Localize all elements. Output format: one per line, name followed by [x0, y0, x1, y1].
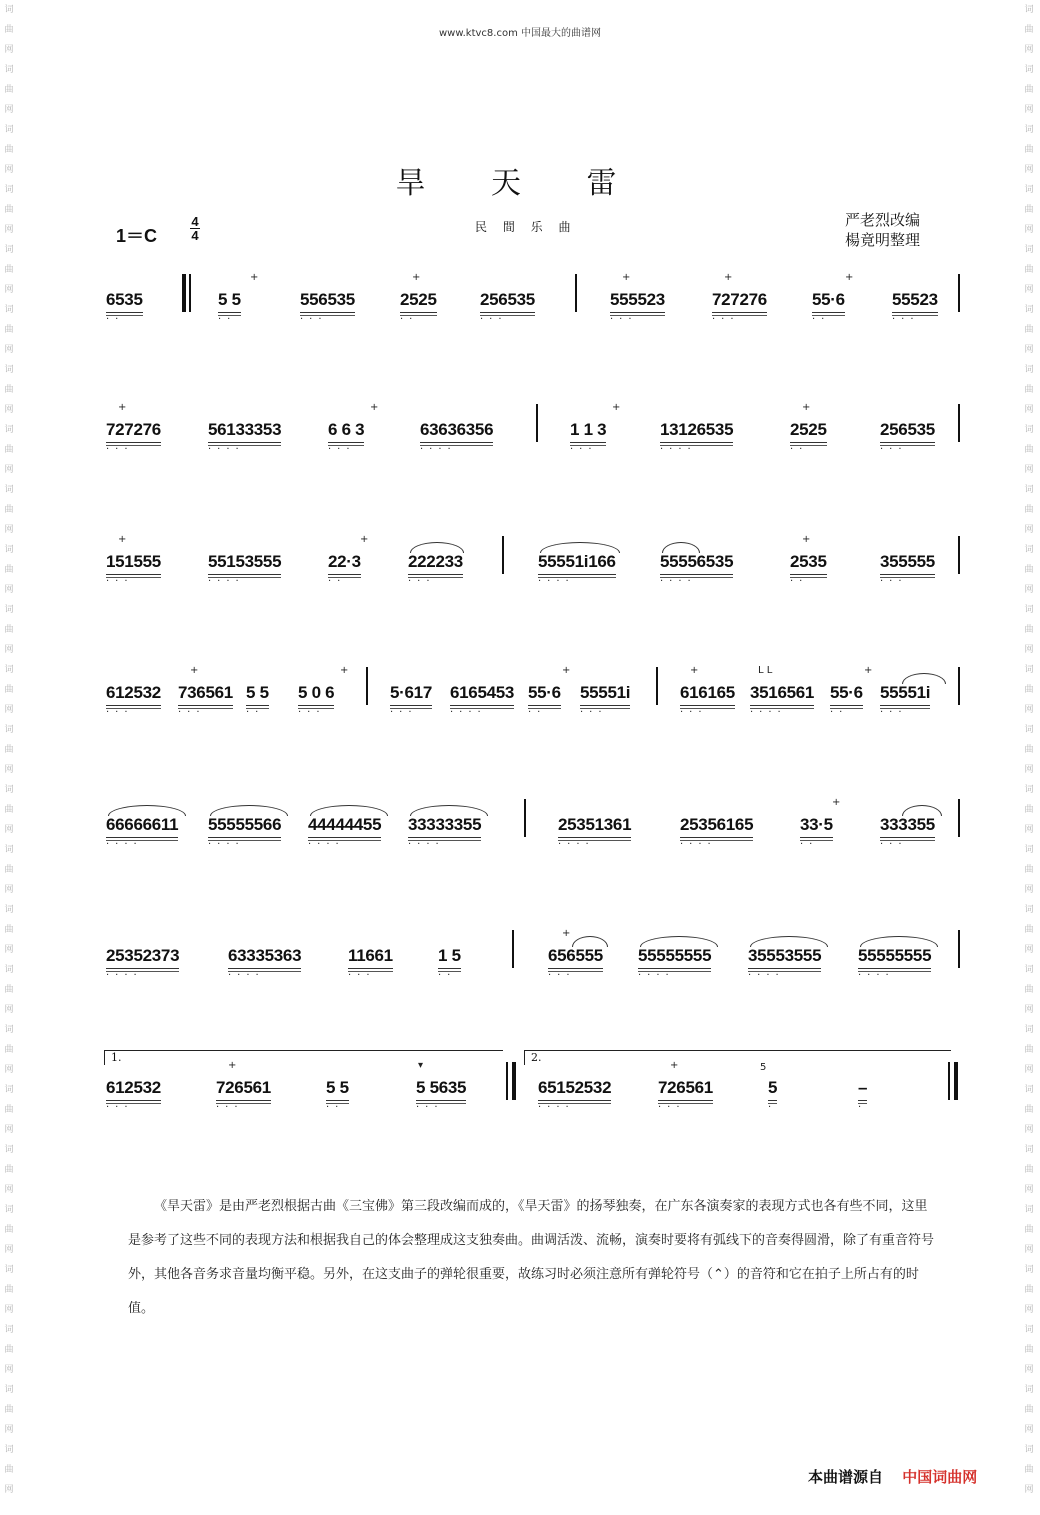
watermark-glyphs: 词 曲 网 [1024, 905, 1034, 955]
score-cell: 13126535 [660, 420, 734, 439]
accent-mark: + [118, 534, 127, 545]
octave-dots: ··· [416, 1102, 444, 1113]
accent-mark: + [360, 534, 369, 545]
octave-dots: ··· [106, 1102, 134, 1113]
octave-dots: ··· [300, 314, 328, 325]
score-cell: 151555 [106, 552, 161, 571]
octave-dots: ···· [228, 970, 265, 981]
watermark-glyphs: 词 曲 网 [1024, 5, 1034, 55]
octave-dots: ·· [438, 970, 457, 981]
watermark-glyphs: 词 曲 网 [4, 785, 14, 835]
score-cell: 1 1 3 [570, 420, 607, 439]
octave-dots: ··· [880, 839, 908, 850]
watermark-glyphs: 词 曲 网 [1024, 485, 1034, 535]
score-row-7 [0, 1051, 1040, 1120]
watermark-glyphs: 词 曲 网 [4, 905, 14, 955]
score-cell: 6165453 [450, 683, 515, 702]
octave-dots: ··· [880, 444, 908, 455]
score-cell: 55523 [892, 290, 938, 309]
octave-dots: ···· [208, 444, 245, 455]
octave-dots: ···· [660, 576, 697, 587]
octave-dots: ···· [106, 839, 143, 850]
score-cell: 55·6 [528, 683, 561, 702]
barline [536, 404, 538, 442]
accent-mark: + [250, 272, 259, 283]
score-cell: 355555 [880, 552, 935, 571]
footer-source-label: 本曲谱源自 [808, 1468, 884, 1486]
barline [524, 799, 526, 837]
score-cell: 65152532 [538, 1078, 612, 1097]
score-cell: 6535 [106, 290, 143, 309]
accent-mark: + [562, 665, 571, 676]
octave-dots: ··· [408, 576, 436, 587]
accent-mark: + [724, 272, 733, 283]
watermark-glyphs: 词 曲 网 [4, 1025, 14, 1075]
watermark-glyphs: 词 曲 网 [1024, 1325, 1034, 1375]
octave-dots: ···· [208, 576, 245, 587]
score-cell: 66666611 [106, 815, 179, 834]
score-cell: 55551i [880, 683, 931, 702]
score-row-4 [0, 665, 1040, 725]
octave-dots: ·· [246, 707, 265, 718]
score-cell: 55153555 [208, 552, 282, 571]
header-url: www.ktvc8.com 中国最大的曲谱网 [438, 28, 601, 39]
watermark-glyphs: 词 曲 网 [4, 185, 14, 235]
score-cell: 55555555 [638, 946, 712, 965]
octave-dots: ··· [106, 444, 134, 455]
octave-dots: ··· [216, 1102, 244, 1113]
score-row-3 [0, 534, 1040, 594]
octave-dots: ···· [750, 707, 787, 718]
score-cell: 612532 [106, 683, 161, 702]
time-signature-top: 4 [191, 214, 199, 229]
repeat-barline [182, 274, 186, 312]
octave-dots: · [768, 1102, 778, 1113]
watermark-glyphs: 词 曲 网 [4, 1085, 14, 1135]
watermark-glyphs: 词 曲 网 [1024, 1205, 1034, 1255]
octave-dots: ···· [748, 970, 785, 981]
barline [958, 274, 960, 312]
octave-dots: ·· [790, 444, 809, 455]
octave-dots: ··· [712, 314, 740, 325]
score-cell: 55556535 [660, 552, 734, 571]
score-cell: 5 5635 [416, 1078, 467, 1097]
octave-dots: ··· [106, 576, 134, 587]
octave-dots: ··· [480, 314, 508, 325]
score-cell: 55555566 [208, 815, 282, 834]
accent-mark: + [228, 1060, 237, 1071]
watermark-glyphs: 词 曲 网 [4, 65, 14, 115]
octave-dots: ···· [420, 444, 457, 455]
accent-mark: + [370, 402, 379, 413]
watermark-glyphs: 词 曲 网 [4, 365, 14, 415]
accent-mark: + [118, 402, 127, 413]
watermark-glyphs: 词 曲 网 [1024, 425, 1034, 475]
octave-dots: ··· [390, 707, 418, 718]
watermark-glyphs: 词 曲 网 [1024, 125, 1034, 175]
score-cell: 55·6 [830, 683, 863, 702]
score-cell: – [858, 1078, 868, 1097]
score-cell: 5·617 [390, 683, 432, 702]
watermark-glyphs: 词 曲 网 [1024, 365, 1034, 415]
watermark-glyphs: 词 曲 网 [1024, 725, 1034, 775]
score-cell: 256535 [480, 290, 535, 309]
watermark-glyphs: 词 曲 网 [4, 1385, 14, 1435]
watermark-glyphs: 词 曲 网 [1024, 1085, 1034, 1135]
barline [948, 1062, 950, 1100]
octave-dots: ··· [570, 444, 598, 455]
watermark-glyphs: 词 曲 网 [4, 1445, 14, 1495]
score-cell: 5 [768, 1078, 778, 1097]
octave-dots: ··· [548, 970, 576, 981]
performance-notes: 《旱天雷》是由严老烈根据古曲《三宝佛》第三段改编而成的，《旱天雷》的扬琴独奏，在广东各演奏家的表现方式也各有些不同，这里是参考了这些不同的表现方法和根据我自己的体会整理成这支独奏曲。曲调活泼、流畅，演奏时要将有弧线下的音奏得圆滑，除了有重音符号外，其他各音务求音量均衡平稳。另外，在这支曲子的弹轮很重要，故练习时必须注意所有弹轮符号（⌃）的音符和它在拍子上所占有的时值。 [128, 1199, 935, 1316]
watermark-glyphs: 词 曲 网 [1024, 1265, 1034, 1315]
score-cell: 2525 [400, 290, 437, 309]
octave-dots: ·· [328, 576, 347, 587]
score-cell: 22·3 [328, 552, 361, 571]
octave-dots: ···· [538, 1102, 575, 1113]
barline [189, 274, 191, 312]
watermark-glyphs: 词 曲 网 [4, 605, 14, 655]
score-cell: 11661 [348, 946, 393, 965]
score-cell: 2535 [790, 552, 827, 571]
score-cell: 656555 [548, 946, 603, 965]
credits [845, 210, 920, 250]
octave-dots: ··· [178, 707, 206, 718]
right-watermark-strip [1022, 0, 1036, 1515]
time-signature-bottom: 4 [191, 228, 199, 243]
score-cell: 726561 [658, 1078, 713, 1097]
octave-dots: ···· [538, 576, 575, 587]
score-cell: 25356165 [680, 815, 754, 834]
volta-2: 2. [524, 1050, 951, 1065]
score-cell: 25351361 [558, 815, 632, 834]
octave-dots: ·· [830, 707, 849, 718]
key-signature: 1＝C [116, 226, 158, 246]
watermark-glyphs: 词 曲 网 [4, 425, 14, 475]
accent-mark: + [340, 665, 349, 676]
score-cell: 222233 [408, 552, 463, 571]
time-signature [190, 215, 200, 242]
watermark-glyphs: 词 曲 网 [4, 845, 14, 895]
octave-dots: ·· [106, 314, 125, 325]
repeat-barline [512, 1062, 516, 1100]
barline [575, 274, 577, 312]
accent-mark: + [562, 928, 571, 939]
score-cell: 63636356 [420, 420, 494, 439]
octave-dots: ···· [208, 839, 245, 850]
octave-dots: ···· [660, 444, 697, 455]
score-title: 旱 天 雷 [395, 166, 645, 201]
score-cell: 736561 [178, 683, 233, 702]
barline [656, 667, 658, 705]
barline [366, 667, 368, 705]
watermark-glyphs: 词 曲 网 [4, 725, 14, 775]
watermark-glyphs: 词 曲 网 [4, 1205, 14, 1255]
arranger: 严老烈改编 [845, 211, 921, 229]
barline [506, 1062, 508, 1100]
watermark-glyphs: 词 曲 网 [4, 125, 14, 175]
watermark-glyphs: 词 曲 网 [4, 1325, 14, 1375]
octave-dots: ·· [812, 314, 831, 325]
score-cell: 35553555 [748, 946, 822, 965]
watermark-glyphs: 词 曲 网 [1024, 1145, 1034, 1195]
octave-dots: ···· [638, 970, 675, 981]
accent-mark: + [802, 402, 811, 413]
score-cell: 726561 [216, 1078, 271, 1097]
accent-mark: + [802, 534, 811, 545]
accent-mark: + [832, 797, 841, 808]
watermark-glyphs: 词 曲 网 [1024, 1385, 1034, 1435]
barline [958, 536, 960, 574]
watermark-glyphs: 词 曲 网 [1024, 845, 1034, 895]
watermark-glyphs: 词 曲 网 [1024, 305, 1034, 355]
watermark-glyphs: 词 曲 网 [4, 965, 14, 1015]
score-row-1 [0, 272, 1040, 332]
accent-mark: + [612, 402, 621, 413]
octave-dots: ··· [580, 707, 608, 718]
footer-site: 中国词曲网 [902, 1468, 978, 1486]
watermark-glyphs: 词 曲 网 [4, 1265, 14, 1315]
octave-dots: ··· [880, 707, 908, 718]
genre-label: 民 間 乐 曲 [475, 220, 577, 234]
score-cell: 55551i166 [538, 552, 616, 571]
octave-dots: · [858, 1102, 868, 1113]
octave-dots: ···· [308, 839, 345, 850]
watermark-glyphs: 词 曲 网 [1024, 185, 1034, 235]
watermark-glyphs: 词 曲 网 [4, 485, 14, 535]
octave-dots: ··· [328, 444, 356, 455]
score-cell: 55555555 [858, 946, 932, 965]
octave-dots: ··· [658, 1102, 686, 1113]
watermark-glyphs: 词 曲 网 [1024, 965, 1034, 1015]
trill-mark: L L [758, 665, 773, 676]
score-cell: 5 5 [326, 1078, 349, 1097]
barline [502, 536, 504, 574]
score-cell: 556535 [300, 290, 355, 309]
octave-dots: ··· [348, 970, 376, 981]
accent-mark: + [190, 665, 199, 676]
octave-dots: ···· [680, 839, 717, 850]
octave-dots: ··· [610, 314, 638, 325]
score-cell: 555523 [610, 290, 665, 309]
score-row-2 [0, 402, 1040, 462]
barline [512, 930, 514, 968]
score-cell: 616165 [680, 683, 735, 702]
watermark-glyphs: 词 曲 网 [4, 305, 14, 355]
watermark-glyphs: 词 曲 网 [4, 545, 14, 595]
octave-dots: ···· [858, 970, 895, 981]
octave-dots: ·· [528, 707, 547, 718]
watermark-glyphs: 词 曲 网 [1024, 1445, 1034, 1495]
barline [958, 930, 960, 968]
score-cell: 55·6 [812, 290, 845, 309]
watermark-glyphs: 词 曲 网 [4, 245, 14, 295]
watermark-glyphs: 词 曲 网 [1024, 665, 1034, 715]
accent-mark: + [622, 272, 631, 283]
score-cell: 1 5 [438, 946, 461, 965]
accent-mark: + [670, 1060, 679, 1071]
barline [958, 667, 960, 705]
watermark-glyphs: 词 曲 网 [1024, 1025, 1034, 1075]
score-cell: 33333355 [408, 815, 482, 834]
watermark-glyphs: 词 曲 网 [1024, 65, 1034, 115]
left-watermark-strip [2, 0, 16, 1515]
score-cell: 612532 [106, 1078, 161, 1097]
octave-dots: ·· [218, 314, 237, 325]
accent-mark: + [864, 665, 873, 676]
score-row-6 [0, 928, 1040, 988]
score-cell: 25352373 [106, 946, 180, 965]
watermark-glyphs: 词 曲 网 [4, 5, 14, 55]
accent-mark: + [412, 272, 421, 283]
accent-mark: ▾ [418, 1060, 424, 1071]
editor: 楊竟明整理 [845, 231, 921, 249]
score-cell: 5 5 [246, 683, 269, 702]
octave-dots: ·· [400, 314, 419, 325]
barline [958, 799, 960, 837]
volta-1: 1. [104, 1050, 503, 1065]
score-cell: 55551i [580, 683, 631, 702]
score-cell: 333355 [880, 815, 935, 834]
barline [958, 404, 960, 442]
footer [808, 1466, 977, 1487]
octave-dots: ··· [680, 707, 708, 718]
score-cell: 63335363 [228, 946, 302, 965]
octave-dots: ··· [892, 314, 920, 325]
accent-mark: + [690, 665, 699, 676]
octave-dots: ·· [326, 1102, 345, 1113]
octave-dots: ···· [558, 839, 595, 850]
octave-dots: ··· [298, 707, 326, 718]
score-cell: 3516561 [750, 683, 815, 702]
score-cell: 727276 [712, 290, 767, 309]
score-cell: 256535 [880, 420, 935, 439]
watermark-glyphs: 词 曲 网 [1024, 605, 1034, 655]
score-cell: 6 6 3 [328, 420, 365, 439]
watermark-glyphs: 词 曲 网 [1024, 545, 1034, 595]
score-cell: 56133353 [208, 420, 282, 439]
score-cell: 5 0 6 [298, 683, 335, 702]
watermark-glyphs: 词 曲 网 [4, 665, 14, 715]
watermark-glyphs: 词 曲 网 [4, 1145, 14, 1195]
octave-dots: ···· [408, 839, 445, 850]
octave-dots: ··· [106, 707, 134, 718]
octave-dots: ···· [106, 970, 143, 981]
score-cell: 727276 [106, 420, 161, 439]
score-cell: 2525 [790, 420, 827, 439]
score-cell: 33·5 [800, 815, 833, 834]
octave-dots: ··· [880, 576, 908, 587]
score-row-5 [0, 797, 1040, 857]
accent-mark: + [845, 272, 854, 283]
octave-dots: ·· [800, 839, 819, 850]
watermark-glyphs: 词 曲 网 [1024, 785, 1034, 835]
score-cell: 5 5 [218, 290, 241, 309]
final-barline [954, 1062, 958, 1100]
score-cell: 44444455 [308, 815, 382, 834]
octave-dots: ·· [790, 576, 809, 587]
watermark-glyphs: 词 曲 网 [1024, 245, 1034, 295]
grace-note: 5 [760, 1062, 767, 1073]
octave-dots: ···· [450, 707, 487, 718]
